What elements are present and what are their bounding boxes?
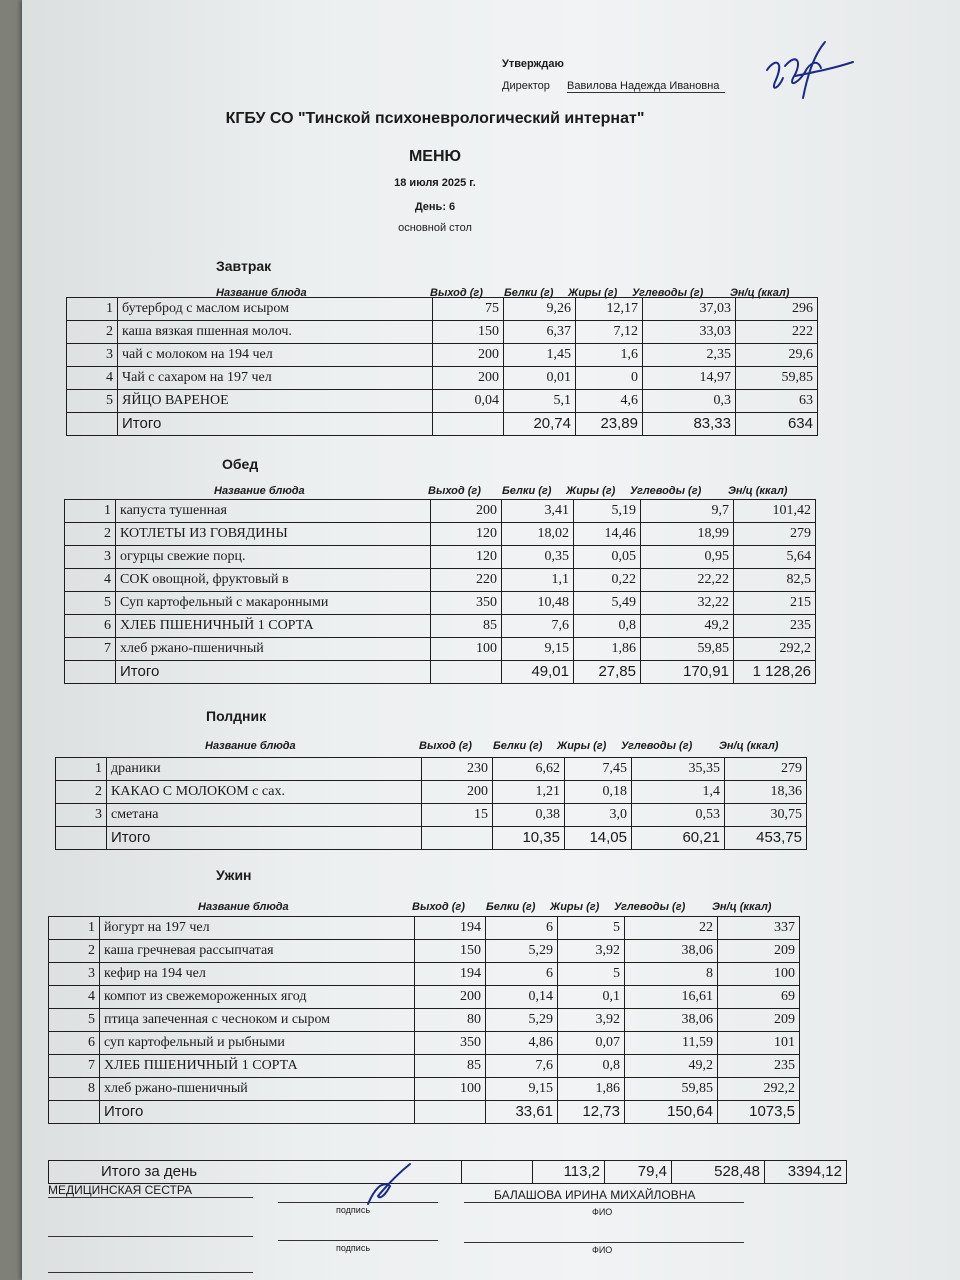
cell-carbs: 38,06: [625, 940, 718, 963]
column-header-name: Название блюда: [214, 485, 305, 497]
cell-protein: 9,15: [502, 638, 574, 661]
cell-energy: 215: [734, 592, 816, 615]
cell-energy: 222: [736, 321, 818, 344]
cell-yield: 80: [415, 1009, 486, 1032]
column-header-protein: Белки (г): [504, 287, 554, 299]
cell-protein: 10,48: [502, 592, 574, 615]
cell-carbs: 1,4: [632, 781, 725, 804]
row-number: 8: [49, 1078, 100, 1101]
cell-yield: 75: [433, 298, 504, 321]
cell-fat: 7,45: [565, 758, 632, 781]
table-row: [49, 940, 800, 963]
row-number: 1: [65, 500, 116, 523]
cell-protein: 5,1: [504, 390, 576, 413]
signature-line-2a: [48, 1236, 253, 1237]
total-carbs: 83,33: [643, 413, 736, 436]
table-row: [49, 1055, 800, 1078]
dish-name: хлеб ржано-пшеничный: [100, 1078, 415, 1101]
cell-protein: 5,29: [486, 1009, 558, 1032]
cell-protein: 0,35: [502, 546, 574, 569]
total-energy: 1 128,26: [734, 661, 816, 684]
cell-fat: 0: [576, 367, 643, 390]
total-carbs: 60,21: [632, 827, 725, 850]
table-row: [56, 804, 807, 827]
dish-name: Суп картофельный с макаронными: [116, 592, 431, 615]
meal-title: Завтрак: [216, 258, 272, 274]
cell-fat: 0,1: [558, 986, 625, 1009]
table-row: [65, 523, 816, 546]
cell-yield: 85: [431, 615, 502, 638]
cell-carbs: 0,95: [641, 546, 734, 569]
row-number: 3: [56, 804, 107, 827]
table-row: [49, 1032, 800, 1055]
cell-yield: 200: [431, 500, 502, 523]
table-row: [65, 615, 816, 638]
cell-protein: 1,1: [502, 569, 574, 592]
meal-table: [66, 297, 818, 436]
nurse-label: МЕДИЦИНСКАЯ СЕСТРА: [48, 1183, 193, 1197]
cell-fat: 1,86: [574, 638, 641, 661]
cell-protein: 1,21: [493, 781, 565, 804]
meal-title: Полдник: [206, 708, 267, 724]
signature-caption-2: подпись: [336, 1243, 371, 1253]
column-header-energy: Эн/ц (ккал): [730, 287, 790, 299]
table-row: [49, 917, 800, 940]
dish-name: суп картофельный и рыбными: [100, 1032, 415, 1055]
cell-yield: 0,04: [433, 390, 504, 413]
table-row: [49, 1009, 800, 1032]
column-header-yield: Выход (г): [428, 485, 481, 497]
dish-name: ЯЙЦО ВАРЕНОЕ: [118, 390, 433, 413]
cell-energy: 337: [718, 917, 800, 940]
row-number: 7: [49, 1055, 100, 1078]
column-header-yield: Выход (г): [419, 740, 472, 752]
cell-energy: 29,6: [736, 344, 818, 367]
row-number: 2: [56, 781, 107, 804]
total-protein: 10,35: [493, 827, 565, 850]
total-label: Итого: [100, 1101, 415, 1124]
dish-name: каша гречневая рассыпчатая: [100, 940, 415, 963]
row-number: 2: [49, 940, 100, 963]
cell-yield: 100: [415, 1078, 486, 1101]
dish-name: бутерброд с маслом исыром: [118, 298, 433, 321]
cell-protein: 1,45: [504, 344, 576, 367]
cell-carbs: 38,06: [625, 1009, 718, 1032]
signature-line-1c: [464, 1202, 744, 1203]
cell-carbs: 0,53: [632, 804, 725, 827]
row-number: 4: [65, 569, 116, 592]
column-header-protein: Белки (г): [502, 485, 552, 497]
dish-name: драники: [107, 758, 422, 781]
cell-energy: 101: [718, 1032, 800, 1055]
cell-fat: 0,22: [574, 569, 641, 592]
cell-yield: 220: [431, 569, 502, 592]
cell-yield: 194: [415, 963, 486, 986]
cell-protein: 18,02: [502, 523, 574, 546]
total-fat: 14,05: [565, 827, 632, 850]
table-row: [49, 963, 800, 986]
dish-name: ХЛЕБ ПШЕНИЧНЫЙ 1 СОРТА: [116, 615, 431, 638]
column-header-carbs: Углеводы (г): [630, 485, 702, 497]
total-energy: 634: [736, 413, 818, 436]
table-row: [67, 321, 818, 344]
day-total-label: Итого за день: [49, 1161, 462, 1184]
total-fat: 27,85: [574, 661, 641, 684]
cell-carbs: 9,7: [641, 500, 734, 523]
meal-table: [64, 499, 816, 684]
cell-energy: 235: [734, 615, 816, 638]
table-row: [65, 592, 816, 615]
cell-yield: 200: [415, 986, 486, 1009]
table-row: [65, 546, 816, 569]
cell-yield: 350: [431, 592, 502, 615]
cell-fat: 4,6: [576, 390, 643, 413]
cell-fat: 0,05: [574, 546, 641, 569]
total-protein: 49,01: [502, 661, 574, 684]
cell-fat: 0,18: [565, 781, 632, 804]
day-total-carbs: 528,48: [672, 1161, 765, 1184]
menu-date: 18 июля 2025 г.: [394, 177, 476, 189]
cell-energy: 292,2: [718, 1078, 800, 1101]
cell-fat: 5,49: [574, 592, 641, 615]
table-row: [56, 781, 807, 804]
column-header-name: Название блюда: [216, 287, 307, 299]
signature-line-1b: [278, 1202, 438, 1203]
dish-name: чай с молоком на 194 чел: [118, 344, 433, 367]
page-title: МЕНЮ: [408, 148, 462, 165]
cell-energy: 296: [736, 298, 818, 321]
column-header-yield: Выход (г): [412, 901, 465, 913]
total-protein: 33,61: [486, 1101, 558, 1124]
cell-yield: 150: [433, 321, 504, 344]
cell-fat: 14,46: [574, 523, 641, 546]
dish-name: капуста тушенная: [116, 500, 431, 523]
dish-name: КОТЛЕТЫ ИЗ ГОВЯДИНЫ: [116, 523, 431, 546]
column-header-carbs: Углеводы (г): [614, 901, 686, 913]
cell-energy: 69: [718, 986, 800, 1009]
day-total-fat: 79,4: [605, 1161, 672, 1184]
table-row: [67, 298, 818, 321]
cell-yield: 194: [415, 917, 486, 940]
signature-line-3a: [48, 1272, 253, 1273]
dish-name: каша вязкая пшенная молоч.: [118, 321, 433, 344]
cell-protein: 3,41: [502, 500, 574, 523]
cell-yield: 200: [433, 367, 504, 390]
cell-carbs: 0,3: [643, 390, 736, 413]
row-number: 5: [67, 390, 118, 413]
cell-carbs: 33,03: [643, 321, 736, 344]
dish-name: кефир на 194 чел: [100, 963, 415, 986]
cell-fat: 5: [558, 917, 625, 940]
cell-yield: 230: [422, 758, 493, 781]
dish-name: Чай с сахаром на 197 чел: [118, 367, 433, 390]
table-row: [65, 500, 816, 523]
cell-fat: 5: [558, 963, 625, 986]
cell-yield: 150: [415, 940, 486, 963]
total-fat: 12,73: [558, 1101, 625, 1124]
dish-name: птица запеченная с чесноком и сыром: [100, 1009, 415, 1032]
cell-carbs: 35,35: [632, 758, 725, 781]
cell-protein: 9,15: [486, 1078, 558, 1101]
day-total-energy: 3394,12: [765, 1161, 847, 1184]
cell-yield: 85: [415, 1055, 486, 1078]
meal-title: Ужин: [216, 867, 252, 883]
column-header-fat: Жиры (г): [568, 287, 618, 299]
row-number: 1: [67, 298, 118, 321]
dish-name: СОК овощной, фруктовый в: [116, 569, 431, 592]
total-carbs: 150,64: [625, 1101, 718, 1124]
cell-yield: 100: [431, 638, 502, 661]
row-number: 1: [49, 917, 100, 940]
cell-fat: 1,6: [576, 344, 643, 367]
row-number: 7: [65, 638, 116, 661]
row-number: 2: [67, 321, 118, 344]
cell-protein: 5,29: [486, 940, 558, 963]
row-number: 6: [65, 615, 116, 638]
cell-protein: 6: [486, 917, 558, 940]
table-type: основной стол: [398, 222, 472, 234]
cell-energy: 279: [725, 758, 807, 781]
cell-protein: 0,01: [504, 367, 576, 390]
cell-carbs: 22: [625, 917, 718, 940]
row-number: 1: [56, 758, 107, 781]
cell-protein: 0,38: [493, 804, 565, 827]
cell-fat: 0,07: [558, 1032, 625, 1055]
cell-fat: 7,12: [576, 321, 643, 344]
day-total-table: [48, 1160, 847, 1184]
column-header-yield: Выход (г): [430, 287, 483, 299]
cell-protein: 7,6: [486, 1055, 558, 1078]
total-row: [65, 661, 816, 684]
column-header-fat: Жиры (г): [566, 485, 616, 497]
cell-carbs: 8: [625, 963, 718, 986]
cell-energy: 279: [734, 523, 816, 546]
row-number: 5: [49, 1009, 100, 1032]
total-protein: 20,74: [504, 413, 576, 436]
column-header-name: Название блюда: [198, 901, 289, 913]
total-row: [56, 827, 807, 850]
signature-caption-1: подпись: [336, 1205, 371, 1215]
cell-protein: 6: [486, 963, 558, 986]
cell-fat: 3,92: [558, 1009, 625, 1032]
cell-carbs: 59,85: [641, 638, 734, 661]
table-row: [49, 1078, 800, 1101]
cell-yield: 200: [433, 344, 504, 367]
column-header-carbs: Углеводы (г): [621, 740, 693, 752]
director-label: Директор: [502, 80, 550, 92]
cell-energy: 5,64: [734, 546, 816, 569]
table-row: [67, 367, 818, 390]
cell-yield: 350: [415, 1032, 486, 1055]
column-header-name: Название блюда: [205, 740, 296, 752]
meal-table: [48, 916, 800, 1124]
total-label: Итого: [107, 827, 422, 850]
cell-energy: 30,75: [725, 804, 807, 827]
row-number: 3: [65, 546, 116, 569]
total-label: Итого: [116, 661, 431, 684]
dish-name: ХЛЕБ ПШЕНИЧНЫЙ 1 СОРТА: [100, 1055, 415, 1078]
dish-name: сметана: [107, 804, 422, 827]
column-header-fat: Жиры (г): [550, 901, 600, 913]
column-header-energy: Эн/ц (ккал): [712, 901, 772, 913]
cell-protein: 7,6: [502, 615, 574, 638]
signature-line-2c: [464, 1242, 744, 1243]
table-row: [67, 344, 818, 367]
cell-energy: 101,42: [734, 500, 816, 523]
cell-energy: 209: [718, 1009, 800, 1032]
column-header-energy: Эн/ц (ккал): [719, 740, 779, 752]
table-row: [56, 758, 807, 781]
table-row: [49, 986, 800, 1009]
cell-carbs: 59,85: [625, 1078, 718, 1101]
dish-name: КАКАО С МОЛОКОМ с сах.: [107, 781, 422, 804]
column-header-protein: Белки (г): [493, 740, 543, 752]
column-header-carbs: Углеводы (г): [632, 287, 704, 299]
cell-energy: 209: [718, 940, 800, 963]
total-carbs: 170,91: [641, 661, 734, 684]
cell-protein: 9,26: [504, 298, 576, 321]
column-header-protein: Белки (г): [486, 901, 536, 913]
row-number: 4: [67, 367, 118, 390]
cell-fat: 3,0: [565, 804, 632, 827]
signature-line-1a: [48, 1197, 253, 1198]
approval-title: Утверждаю: [502, 58, 564, 70]
cell-energy: 59,85: [736, 367, 818, 390]
row-number: 5: [65, 592, 116, 615]
row-number: 4: [49, 986, 100, 1009]
menu-day: День: 6: [414, 201, 456, 213]
cell-energy: 100: [718, 963, 800, 986]
day-total-protein: 113,2: [533, 1161, 605, 1184]
cell-carbs: 22,22: [641, 569, 734, 592]
meal-table: [55, 757, 807, 850]
fio-caption-1: ФИО: [592, 1207, 613, 1217]
director-signature: [745, 38, 855, 108]
row-number: 3: [67, 344, 118, 367]
nurse-name: БАЛАШОВА ИРИНА МИХАЙЛОВНА: [494, 1188, 696, 1202]
row-number: 2: [65, 523, 116, 546]
row-number: 6: [49, 1032, 100, 1055]
fio-caption-2: ФИО: [592, 1245, 613, 1255]
dish-name: огурцы свежие порц.: [116, 546, 431, 569]
cell-protein: 0,14: [486, 986, 558, 1009]
total-label: Итого: [118, 413, 433, 436]
column-header-energy: Эн/ц (ккал): [728, 485, 788, 497]
table-row: [65, 569, 816, 592]
total-fat: 23,89: [576, 413, 643, 436]
cell-carbs: 49,2: [625, 1055, 718, 1078]
table-row: [65, 638, 816, 661]
total-row: [49, 1101, 800, 1124]
total-energy: 453,75: [725, 827, 807, 850]
total-energy: 1073,5: [718, 1101, 800, 1124]
cell-energy: 18,36: [725, 781, 807, 804]
cell-energy: 82,5: [734, 569, 816, 592]
cell-yield: 15: [422, 804, 493, 827]
director-name: Вавилова Надежда Ивановна: [567, 80, 725, 93]
organization-title: КГБУ СО "Тинской психоневрологический интернат": [225, 110, 645, 127]
total-row: [67, 413, 818, 436]
table-row: [67, 390, 818, 413]
dish-name: йогурт на 197 чел: [100, 917, 415, 940]
signature-line-2b: [278, 1240, 438, 1241]
column-header-fat: Жиры (г): [557, 740, 607, 752]
cell-protein: 6,37: [504, 321, 576, 344]
cell-carbs: 14,97: [643, 367, 736, 390]
cell-carbs: 11,59: [625, 1032, 718, 1055]
cell-carbs: 18,99: [641, 523, 734, 546]
meal-title: Обед: [222, 456, 259, 472]
dish-name: компот из свежемороженных ягод: [100, 986, 415, 1009]
cell-carbs: 49,2: [641, 615, 734, 638]
cell-carbs: 16,61: [625, 986, 718, 1009]
cell-yield: 200: [422, 781, 493, 804]
cell-yield: 120: [431, 523, 502, 546]
cell-fat: 1,86: [558, 1078, 625, 1101]
cell-fat: 12,17: [576, 298, 643, 321]
cell-energy: 292,2: [734, 638, 816, 661]
cell-carbs: 32,22: [641, 592, 734, 615]
row-number: 3: [49, 963, 100, 986]
cell-fat: 0,8: [558, 1055, 625, 1078]
cell-carbs: 2,35: [643, 344, 736, 367]
cell-fat: 5,19: [574, 500, 641, 523]
dish-name: хлеб ржано-пшеничный: [116, 638, 431, 661]
cell-protein: 6,62: [493, 758, 565, 781]
cell-energy: 235: [718, 1055, 800, 1078]
cell-energy: 63: [736, 390, 818, 413]
cell-fat: 0,8: [574, 615, 641, 638]
cell-yield: 120: [431, 546, 502, 569]
cell-fat: 3,92: [558, 940, 625, 963]
cell-carbs: 37,03: [643, 298, 736, 321]
cell-protein: 4,86: [486, 1032, 558, 1055]
